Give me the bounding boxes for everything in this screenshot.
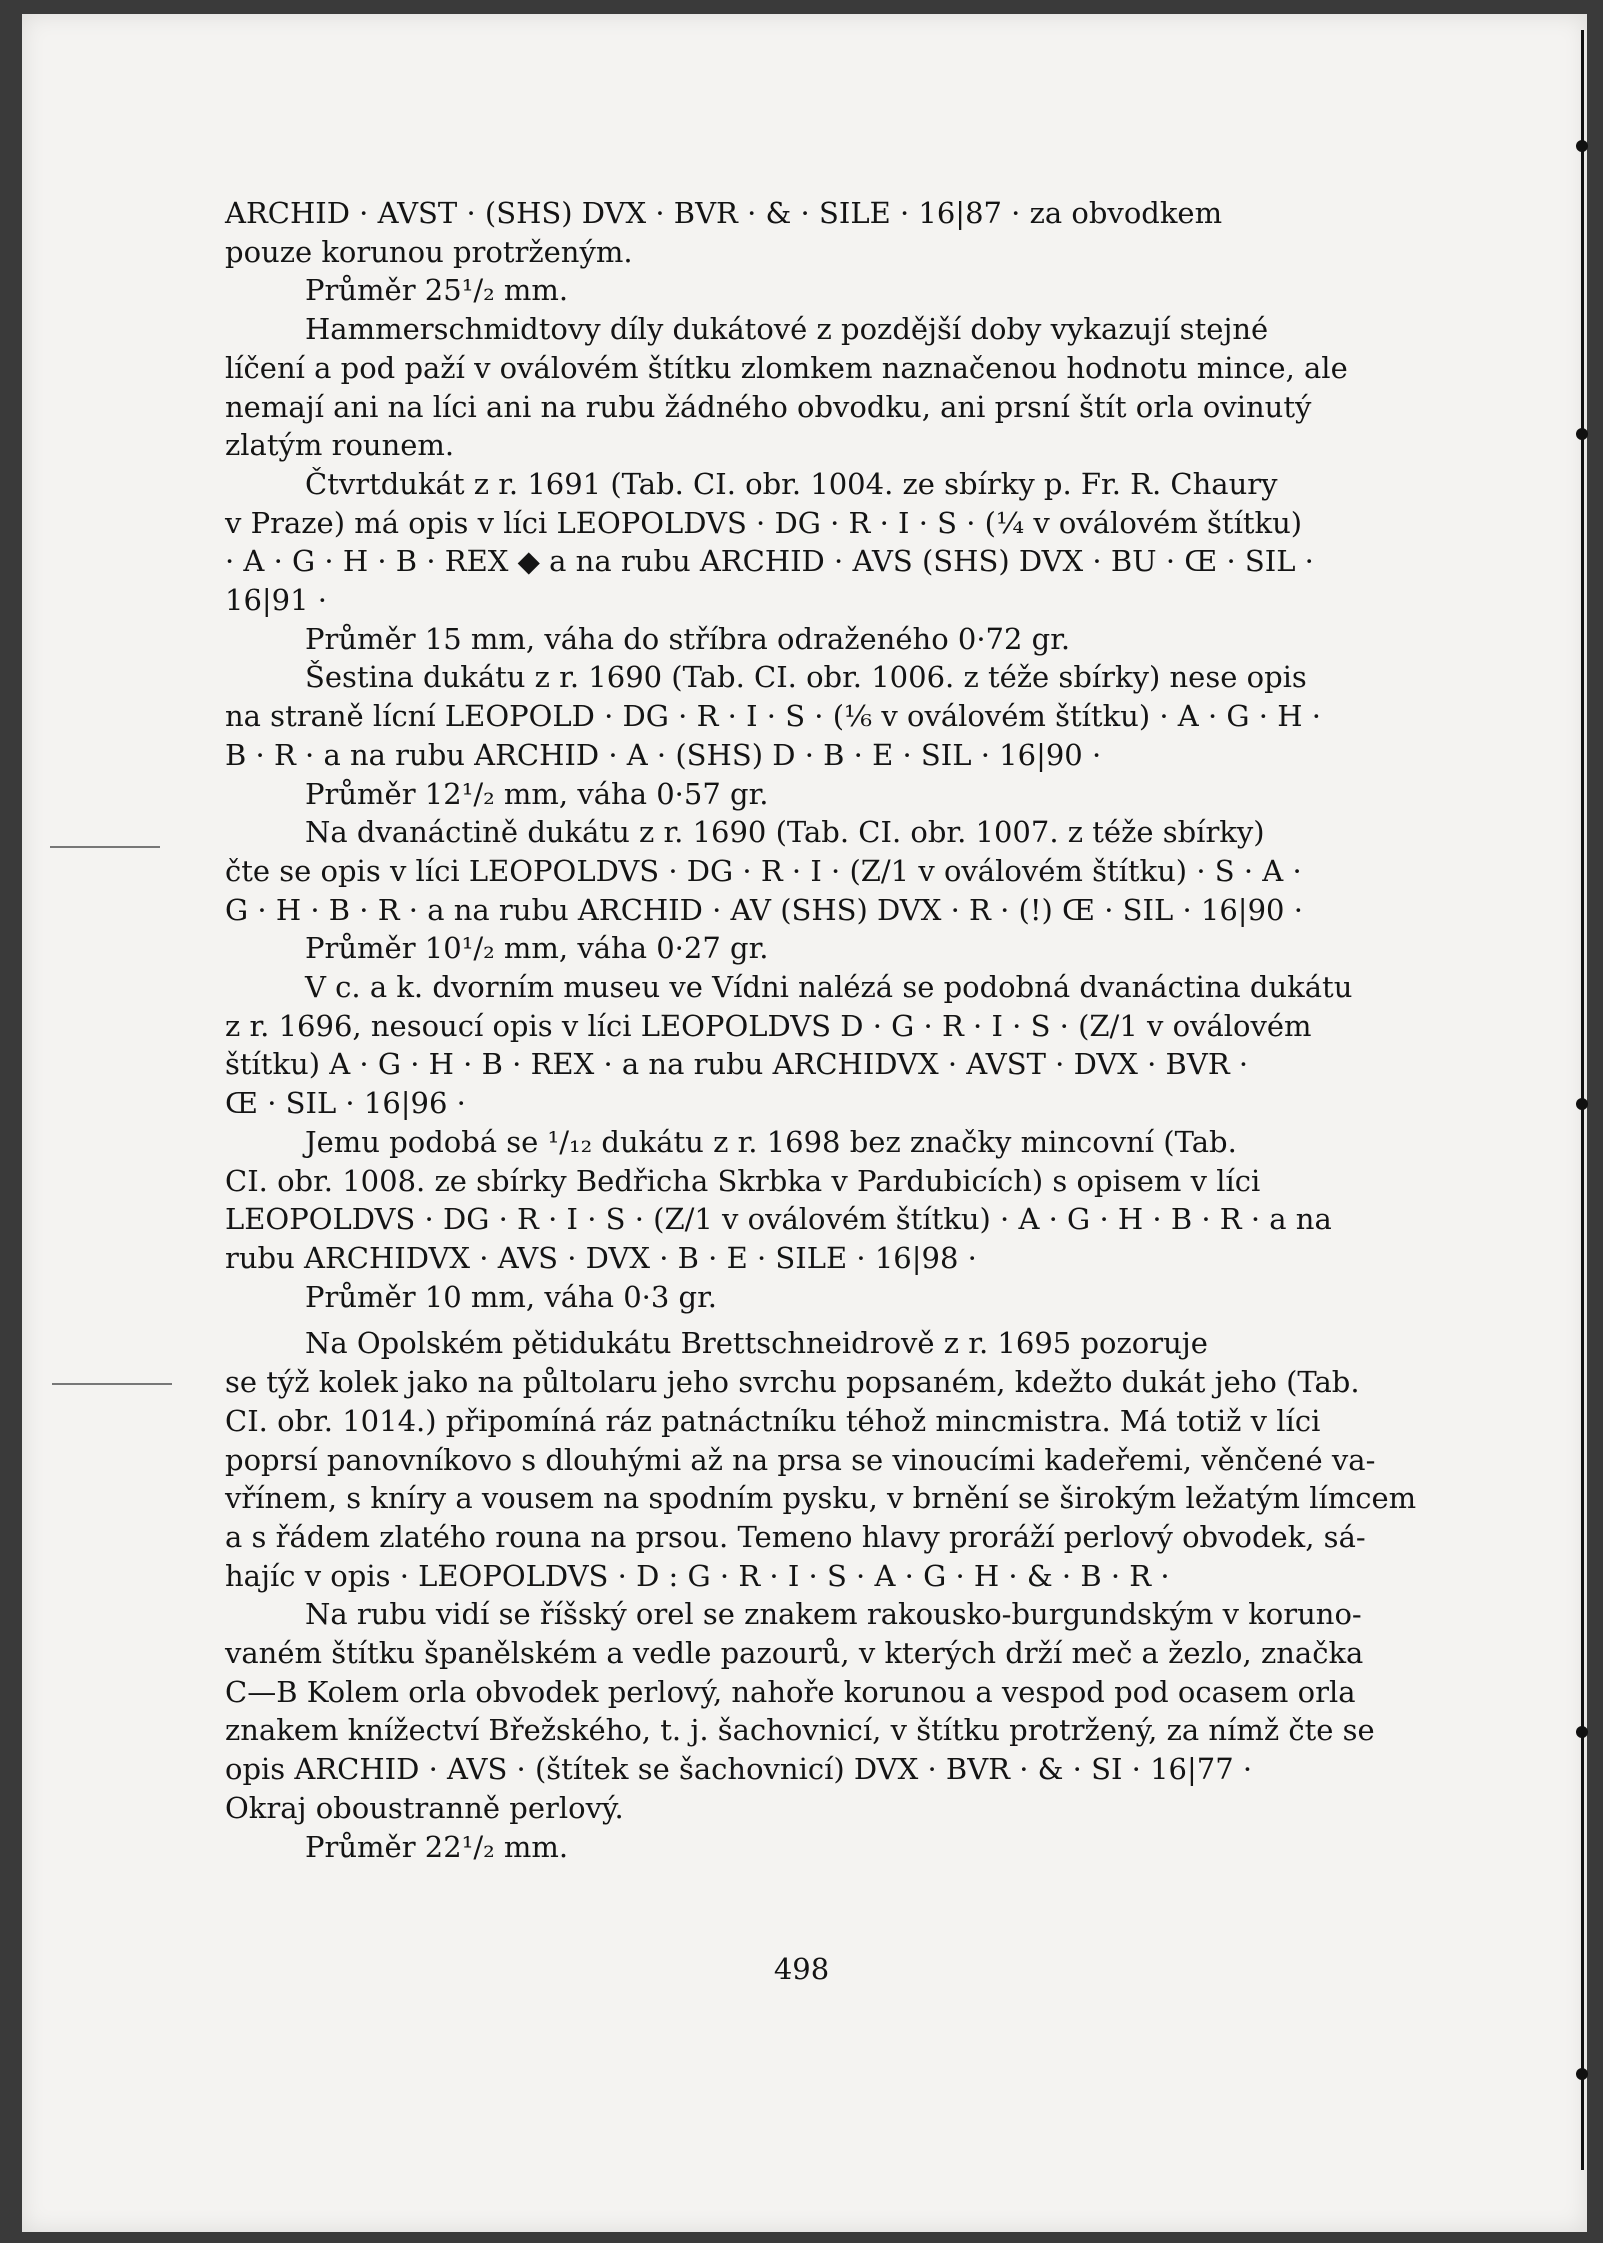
text-line: Průměr 10¹/₂ mm, váha 0·27 gr.	[305, 931, 769, 966]
text-line: ARCHID · AVST · (SHS) DVX · BVR · & · SILE · 16|87 · za obvodkem	[225, 196, 1223, 230]
margin-mark	[50, 846, 160, 848]
text-line: vřínem, s kníry a vousem na spodním pysku, v brnění se širokým ležatým límcem	[225, 1481, 1417, 1516]
text-line: zlatým rounem.	[225, 428, 455, 463]
text-line: Okraj oboustranně perlový.	[225, 1790, 624, 1825]
text-line: Průměr 15 mm, váha do stříbra odraženého 0·72 gr.	[305, 621, 1071, 656]
text-line: 16|91 ·	[225, 583, 328, 618]
text-line: Hammerschmidtovy díly dukátové z pozdější doby vykazují stejné	[305, 312, 1269, 347]
edge-mark	[1576, 2068, 1588, 2080]
text-line: Jemu podobá se ¹/₁₂ dukátu z r. 1698 bez značky mincovní (Tab.	[305, 1124, 1237, 1159]
text-line: z r. 1696, nesoucí opis v líci LEOPOLDVS D · G · R · I · S · (Z/1 v oválovém	[225, 1008, 1312, 1043]
text-line: LEOPOLDVS · DG · R · I · S · (Z/1 v oválovém štítku) · A · G · H · B · R · a na	[225, 1202, 1332, 1237]
text-line: pouze korunou protrženým.	[225, 234, 633, 269]
text-line: se týž kolek jako na půltolaru jeho svrchu popsaném, kdežto dukát jeho (Tab.	[225, 1365, 1360, 1400]
text-line: Šestina dukátu z r. 1690 (Tab. CI. obr. 1006. z téže sbírky) nese opis	[305, 660, 1307, 695]
margin-mark	[52, 1383, 172, 1385]
text-line: v Praze) má opis v líci LEOPOLDVS · DG · R · I · S · (¼ v oválovém štítku)	[225, 505, 1303, 540]
text-line: a s řádem zlatého rouna na prsou. Temeno hlavy proráží perlový obvodek, sá-	[225, 1519, 1366, 1554]
text-line: vaném štítku španělském a vedle pazourů, v kterých drží meč a žezlo, značka	[225, 1636, 1364, 1671]
text-line: opis ARCHID · AVS · (štítek se šachovnicí) DVX · BVR · & · SI · 16|77 ·	[225, 1752, 1253, 1787]
text-line: štítku) A · G · H · B · REX · a na rubu ARCHIDVX · AVST · DVX · BVR ·	[225, 1047, 1249, 1082]
text-line: G · H · B · R · a na rubu ARCHID · AV (SHS) DVX · R · (!) Œ · SIL · 16|90 ·	[225, 892, 1303, 927]
text-line: Čtvrtdukát z r. 1691 (Tab. CI. obr. 1004. ze sbírky p. Fr. R. Chaury	[305, 466, 1278, 501]
text-line: CI. obr. 1014.) připomíná ráz patnáctníku téhož mincmistra. Má totiž v líci	[225, 1403, 1321, 1438]
text-line: Œ · SIL · 16|96 ·	[225, 1086, 466, 1121]
text-line: CI. obr. 1008. ze sbírky Bedřicha Skrbka v Pardubicích) s opisem v líci	[225, 1163, 1261, 1198]
text-line: hajíc v opis · LEOPOLDVS · D : G · R · I · S · A · G · H · & · B · R ·	[225, 1558, 1170, 1593]
text-line: Na dvanáctině dukátu z r. 1690 (Tab. CI. obr. 1007. z téže sbírky)	[305, 815, 1265, 850]
text-line: na straně lícní LEOPOLD · DG · R · I · S · (⅙ v oválovém štítku) · A · G · H ·	[225, 699, 1321, 734]
text-line: Průměr 10 mm, váha 0·3 gr.	[305, 1279, 718, 1314]
text-line: líčení a pod paží v oválovém štítku zlomkem naznačenou hodnotu mince, ale	[225, 350, 1348, 385]
text-line: Průměr 22¹/₂ mm.	[305, 1829, 569, 1864]
text-line: V c. a k. dvorním museu ve Vídni nalézá se podobná dvanáctina dukátu	[305, 970, 1353, 1005]
text-line: Průměr 25¹/₂ mm.	[305, 273, 569, 308]
text-line: Průměr 12¹/₂ mm, váha 0·57 gr.	[305, 776, 769, 811]
text-line: čte se opis v líci LEOPOLDVS · DG · R · I · (Z/1 v oválovém štítku) · S · A ·	[225, 853, 1302, 888]
text-line: poprsí panovníkovo s dlouhými až na prsa se vinoucími kadeřemi, věnčené va-	[225, 1442, 1376, 1477]
edge-mark	[1576, 428, 1588, 440]
edge-mark	[1576, 1098, 1588, 1110]
page-number: 498	[773, 1952, 830, 1986]
text-line: Na rubu vidí se říšský orel se znakem rakousko-burgundským v koruno-	[305, 1597, 1362, 1632]
body-text	[225, 194, 1430, 1866]
text-line: znakem knížectví Břežského, t. j. šachovnicí, v štítku protržený, za nímž čte se	[225, 1713, 1375, 1748]
text-line: C—B Kolem orla obvodek perlový, nahoře korunou a vespod pod ocasem orla	[225, 1674, 1356, 1709]
text-line: B · R · a na rubu ARCHID · A · (SHS) D · B · E · SIL · 16|90 ·	[225, 737, 1102, 772]
text-line: · A · G · H · B · REX ◆ a na rubu ARCHID · AVS (SHS) DVX · BU · Œ · SIL ·	[225, 544, 1314, 579]
text-line: nemají ani na líci ani na rubu žádného obvodku, ani prsní štít orla ovinutý	[225, 389, 1312, 424]
edge-mark	[1576, 140, 1588, 152]
edge-mark	[1576, 1726, 1588, 1738]
text-line: Na Opolském pětidukátu Brettschneidrově z r. 1695 pozoruje	[305, 1326, 1208, 1361]
text-line: rubu ARCHIDVX · AVS · DVX · B · E · SILE · 16|98 ·	[225, 1240, 977, 1275]
